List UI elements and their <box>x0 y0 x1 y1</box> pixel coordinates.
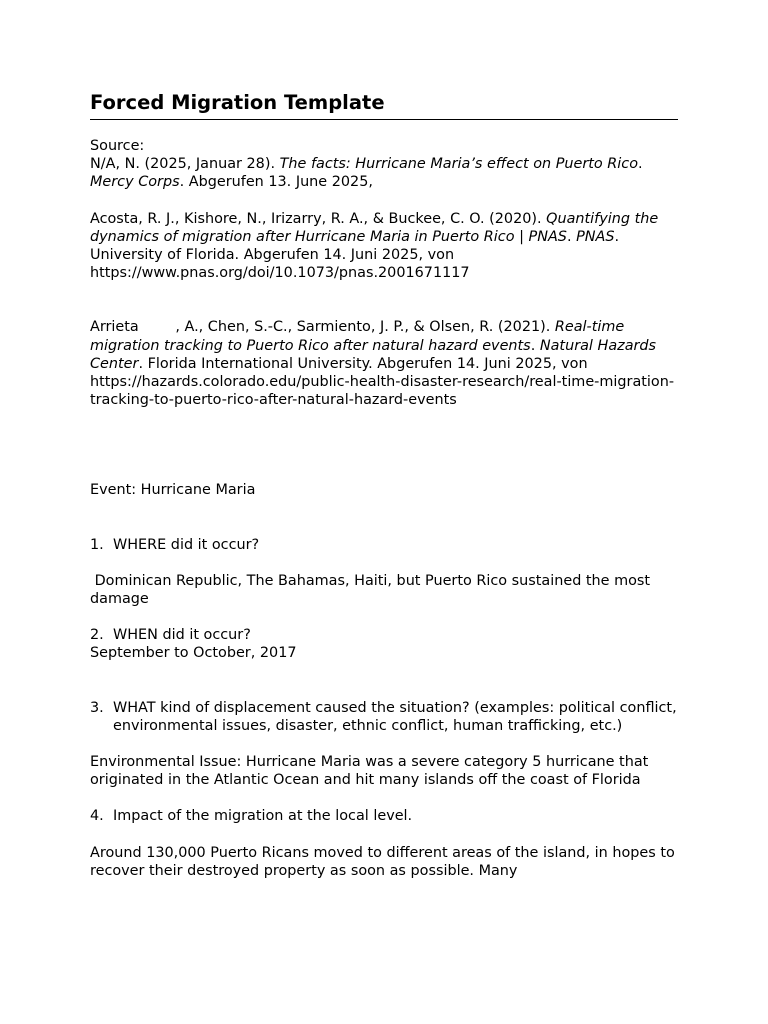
reference-1-title: The facts: Hurricane Maria’s effect on Puerto Rico <box>279 156 638 173</box>
reference-1-publisher: Mercy Corps <box>90 174 180 191</box>
reference-2 <box>90 210 678 283</box>
reference-2-sep: . <box>566 228 577 245</box>
question-1-text: WHERE did it occur? <box>113 536 260 553</box>
question-1 <box>90 536 678 554</box>
question-3 <box>90 699 678 735</box>
reference-2-tail: . University of Florida. Abgerufen 14. Juni 2025, von https://www.pnas.org/doi/10.1073/pnas.2001671117 <box>90 228 620 282</box>
question-3-text: WHAT kind of displacement caused the situation? (examples: political conflict, environmental issues, disaster, ethnic conflict, human trafficking, etc.) <box>113 699 677 734</box>
reference-2-lead: Acosta, R. J., Kishore, N., Irizarry, R. A., & Buckee, C. O. (2020). <box>90 210 547 227</box>
question-4-text: Impact of the migration at the local level. <box>113 808 413 825</box>
reference-3-publisher: Natural Hazards Center <box>90 337 661 372</box>
question-2 <box>90 626 678 644</box>
answer-2: September to October, 2017 <box>90 645 297 662</box>
source-label: Source: <box>90 138 145 154</box>
reference-1 <box>90 155 678 191</box>
event-line: Event: Hurricane Maria <box>90 482 256 499</box>
reference-3-tail: . Florida International University. Abgerufen 14. Juni 2025, von https://hazards.colorado.edu/public-health-disaster-research/real-time-migration-tracking-to-puerto-rico-after-natural-hazard-events <box>90 355 675 409</box>
document-title: Forced Migration Template <box>90 90 678 120</box>
reference-3-sep: . <box>530 337 540 354</box>
question-2-number: 2. <box>90 627 104 644</box>
reference-3-lead: Arrieta , A., Chen, S.-C., Sarmiento, J. P., & Olsen, R. (2021). <box>90 319 555 336</box>
reference-2-title: Quantifying the dynamics of migration after Hurricane Maria in Puerto Rico | PNAS <box>90 210 659 245</box>
reference-2-publisher: PNAS <box>576 228 615 245</box>
reference-3 <box>90 318 678 409</box>
answer-3: Environmental Issue: Hurricane Maria was a severe category 5 hurricane that originated in the Atlantic Ocean and hit many islands off the coast of Florida <box>90 754 649 789</box>
question-2-text: WHEN did it occur? <box>113 627 251 644</box>
question-3-number: 3. <box>90 699 104 716</box>
question-4 <box>90 807 678 825</box>
reference-1-lead: N/A, N. (2025, Januar 28). <box>90 156 280 173</box>
answer-1: Dominican Republic, The Bahamas, Haiti, but Puerto Rico sustained the most damage <box>90 572 655 608</box>
reference-3-title: Real-time migration tracking to Puerto Rico after natural hazard events <box>90 319 629 354</box>
document-page <box>90 90 678 880</box>
question-4-number: 4. <box>90 808 104 825</box>
answer-4: Around 130,000 Puerto Ricans moved to different areas of the island, in hopes to recover their destroyed property as soon as possible. Many <box>90 844 675 879</box>
reference-1-tail: . Abgerufen 13. June 2025, <box>179 174 373 191</box>
reference-1-sep: . <box>638 156 643 173</box>
question-1-number: 1. <box>90 536 104 553</box>
